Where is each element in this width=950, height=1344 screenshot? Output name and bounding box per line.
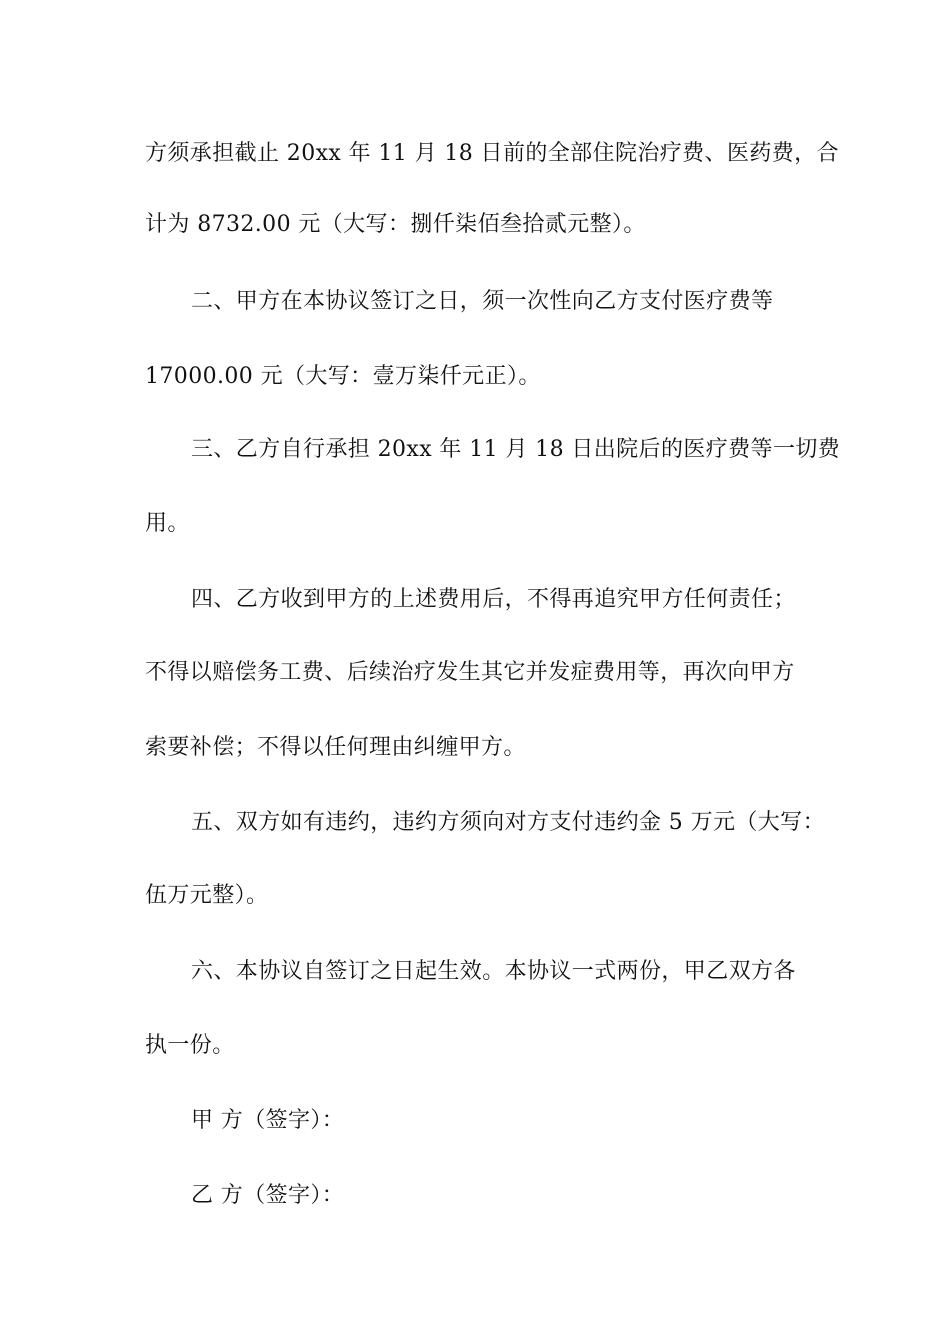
signature-party-b: 乙 方（签字）： [191,1183,345,1208]
signature-party-a: 甲 方（签字）： [191,1108,345,1133]
text-line-6: 用。 [145,511,190,536]
text-line-11: 伍万元整）。 [145,883,269,908]
text-line-2: 计为 8732.00 元（大写：捌仟柒佰叁拾贰元整）。 [145,212,646,237]
text-line-4: 17000.00 元（大写：壹万柒仟元正）。 [145,364,541,389]
text-line-8: 不得以赔偿务工费、后续治疗发生其它并发症费用等，再次向甲方 [145,660,795,685]
text-line-1: 方须承担截止 20xx 年 11 月 18 日前的全部住院治疗费、医药费，合 [145,141,839,166]
text-line-12: 六、本协议自签订之日起生效。本协议一式两份，甲乙双方各 [191,959,796,984]
text-line-10: 五、双方如有违约，违约方须向对方支付违约金 5 万元（大写： [191,810,825,835]
text-line-13: 执一份。 [145,1033,235,1058]
text-line-9: 索要补偿；不得以任何理由纠缠甲方。 [145,735,526,760]
text-line-7: 四、乙方收到甲方的上述费用后，不得再追究甲方任何责任； [191,587,796,612]
text-line-5: 三、乙方自行承担 20xx 年 11 月 18 日出院后的医疗费等一切费 [191,437,841,462]
text-line-3: 二、甲方在本协议签订之日，须一次性向乙方支付医疗费等 [191,289,774,314]
